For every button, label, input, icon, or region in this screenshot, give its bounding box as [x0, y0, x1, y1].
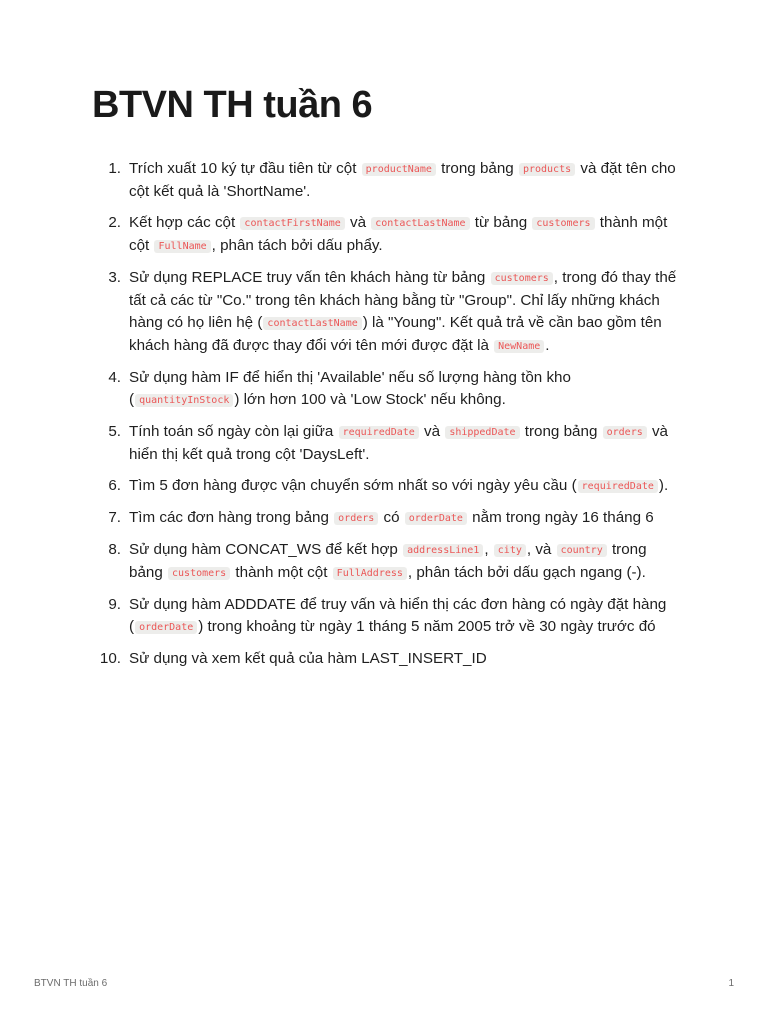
task-number: 6. — [108, 477, 121, 494]
page-title: BTVN TH tuần 6 — [92, 84, 373, 126]
inline-code: country — [557, 544, 607, 557]
task-text-segment: và — [419, 423, 445, 440]
task-text-segment: , và — [526, 541, 556, 558]
task-item — [90, 212, 680, 258]
inline-code: city — [494, 544, 526, 557]
inline-code: customers — [491, 272, 553, 285]
task-text-segment: Tính toán số ngày còn lại giữa — [129, 423, 338, 440]
inline-code: FullAddress — [333, 567, 407, 580]
task-text — [129, 475, 680, 498]
task-text-segment: thành một cột — [129, 214, 668, 254]
inline-code: contactLastName — [263, 317, 361, 330]
task-text — [129, 212, 680, 258]
task-text-segment: Sử dụng và xem kết quả của hàm LAST_INSERT_ID — [129, 650, 487, 667]
task-number: 4. — [108, 369, 121, 386]
inline-code: productName — [362, 163, 436, 176]
task-text-segment: , — [484, 541, 493, 558]
task-item — [90, 421, 680, 466]
task-item — [90, 648, 680, 670]
task-text-segment: Tìm 5 đơn hàng được vận chuyển sớm nhất so với ngày yêu cầu ( — [129, 477, 577, 494]
task-text — [129, 421, 680, 466]
inline-code: products — [519, 163, 575, 176]
task-item — [90, 594, 680, 639]
inline-code: customers — [168, 567, 230, 580]
task-text — [129, 507, 680, 530]
task-text — [129, 594, 680, 639]
task-text-segment: và đặt tên cho cột kết quả là 'ShortName'. — [129, 160, 676, 200]
footer-page-number: 1 — [728, 978, 734, 989]
task-text — [129, 158, 680, 203]
task-item — [90, 367, 680, 412]
task-text-segment: . — [545, 337, 550, 354]
task-text-segment: trong bảng — [129, 541, 647, 581]
task-text — [129, 539, 680, 585]
task-text-segment: ). — [658, 477, 669, 494]
task-text-segment: Sử dụng hàm ADDDATE để truy vấn và hiển thị các đơn hàng có ngày đặt hàng ( — [129, 596, 667, 635]
task-text-segment: trong bảng — [520, 423, 602, 440]
inline-code: NewName — [494, 340, 544, 353]
inline-code: orderDate — [135, 621, 197, 634]
task-text-segment: nằm trong ngày 16 tháng 6 — [467, 509, 654, 526]
task-text-segment: , phân tách bởi dấu phẩy. — [211, 237, 383, 254]
footer-title: BTVN TH tuần 6 — [34, 978, 108, 989]
task-number: 2. — [108, 214, 121, 231]
task-item — [90, 475, 680, 498]
task-item — [90, 158, 680, 203]
task-item — [90, 507, 680, 530]
task-text-segment: và hiển thị kết quả trong cột 'DaysLeft'. — [129, 423, 668, 463]
task-text-segment: Sử dụng hàm CONCAT_WS để kết hợp — [129, 541, 403, 558]
inline-code: orderDate — [405, 512, 467, 525]
inline-code: orders — [603, 426, 647, 439]
task-text — [129, 367, 680, 412]
task-text-segment: trong bảng — [436, 160, 518, 177]
task-text — [129, 648, 680, 670]
inline-code: FullName — [154, 240, 210, 253]
inline-code: requiredDate — [339, 426, 419, 439]
task-text-segment: Sử dụng REPLACE truy vấn tên khách hàng từ bảng — [129, 269, 490, 286]
inline-code: orders — [334, 512, 378, 525]
inline-code: contactLastName — [371, 217, 469, 230]
inline-code: requiredDate — [578, 480, 658, 493]
task-number: 8. — [108, 541, 121, 558]
inline-code: shippedDate — [445, 426, 519, 439]
task-text-segment: Sử dụng hàm IF để hiển thị 'Available' nếu số lượng hàng tồn kho ( — [129, 369, 571, 408]
task-text-segment: Kết hợp các cột — [129, 214, 240, 231]
task-number: 7. — [108, 509, 121, 526]
task-text-segment: , phân tách bởi dấu gạch ngang (-). — [407, 564, 646, 581]
task-item — [90, 267, 680, 358]
task-text-segment: có — [379, 509, 404, 526]
task-list — [90, 158, 680, 679]
task-text-segment: thành một cột — [231, 564, 332, 581]
task-text-segment: Tìm các đơn hàng trong bảng — [129, 509, 334, 526]
task-number: 1. — [108, 160, 121, 177]
task-text — [129, 267, 680, 358]
task-text-segment: Trích xuất 10 ký tự đầu tiên từ cột — [129, 160, 361, 177]
inline-code: contactFirstName — [240, 217, 344, 230]
task-text-segment: và — [345, 214, 371, 231]
task-number: 10. — [99, 650, 121, 667]
task-text-segment: ) trong khoảng từ ngày 1 tháng 5 năm 2005 trở về 30 ngày trước đó — [198, 618, 656, 635]
task-number: 9. — [108, 596, 121, 613]
task-text-segment: từ bảng — [470, 214, 532, 231]
task-number: 3. — [108, 269, 121, 286]
inline-code: quantityInStock — [135, 394, 233, 407]
task-item — [90, 539, 680, 585]
inline-code: customers — [532, 217, 594, 230]
task-text-segment: ) là "Young". Kết quả trả về cần bao gồm tên khách hàng đã được thay đổi với tên mới được đặt là — [129, 314, 662, 354]
task-text-segment: ) lớn hơn 100 và 'Low Stock' nếu không. — [234, 391, 506, 408]
task-text-segment: , trong đó thay thế tất cả các từ "Co." trong tên khách hàng bằng từ "Group". Chỉ lấy những khách hàng có họ liên hệ ( — [129, 269, 677, 331]
task-number: 5. — [108, 423, 121, 440]
inline-code: addressLine1 — [403, 544, 483, 557]
